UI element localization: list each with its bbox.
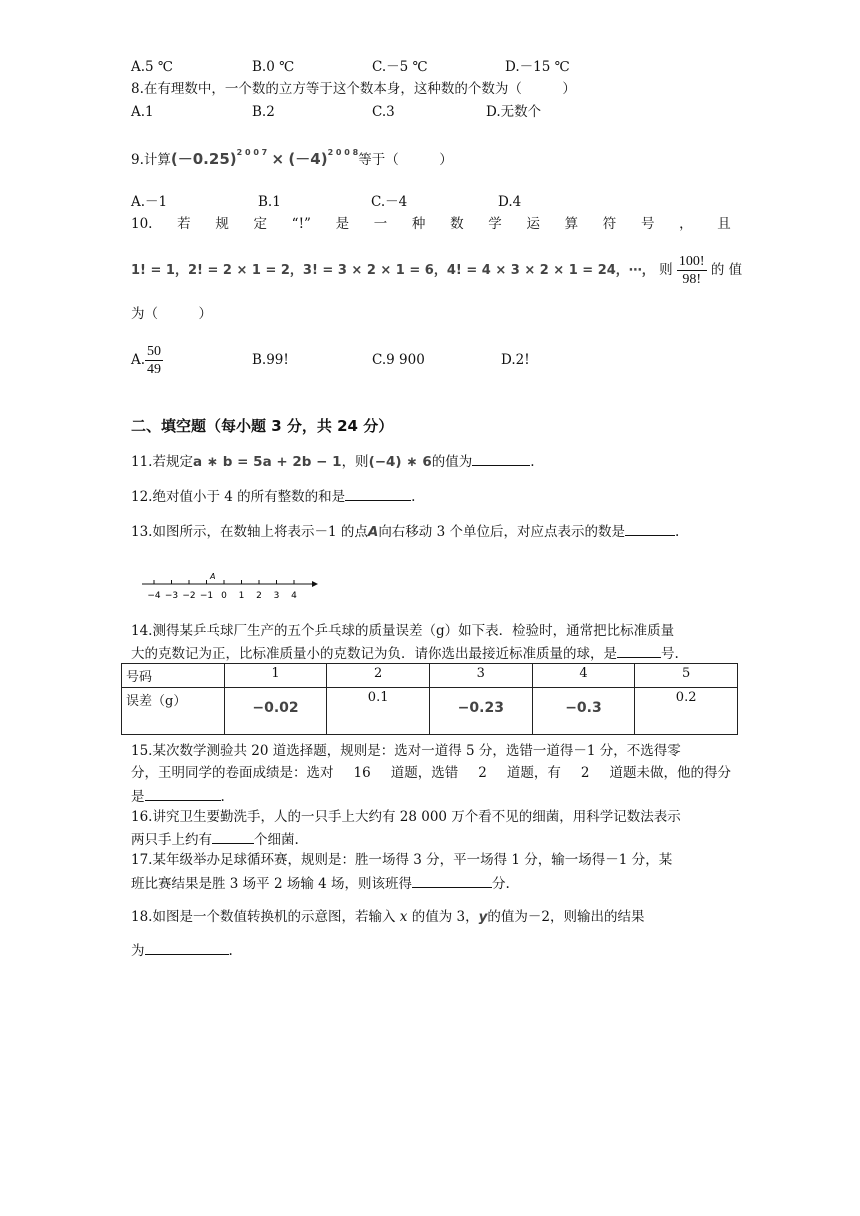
error-value: −0.3 xyxy=(565,700,602,716)
table-header-cell: 5 xyxy=(635,664,738,688)
q8-option-b: B.2 xyxy=(252,104,275,120)
q9-option-d: D.4 xyxy=(498,194,522,210)
q11-answer-blank[interactable] xyxy=(472,451,530,466)
q10-word: 学 xyxy=(488,216,502,232)
error-value: −0.02 xyxy=(252,700,299,716)
q10-option-a-fraction xyxy=(145,343,163,378)
q9-option-a: A.－1 xyxy=(131,194,168,210)
q11-formula: a ∗ b = 5a + 2b − 1 xyxy=(192,454,342,470)
q9-base1: (－0.25) xyxy=(170,150,237,168)
q13-answer-blank[interactable] xyxy=(625,521,675,536)
q12-text: 12.绝对值小于 4 的所有整数的和是 xyxy=(131,489,346,505)
q15-line3-text: 是 xyxy=(131,789,145,805)
q18-x: x xyxy=(399,909,408,925)
q17-line2 xyxy=(131,873,510,893)
q17-line2-text: 班比赛结果是胜 3 场平 2 场输 4 场，则该班得 xyxy=(131,876,413,892)
number-line-tick-label: 1 xyxy=(238,591,245,601)
q10-word: 若 xyxy=(177,216,191,232)
q9-option-c: C.－4 xyxy=(371,194,408,210)
q18-answer-blank[interactable] xyxy=(145,940,229,955)
table-cell: 0.1 xyxy=(327,688,430,735)
q7-option-c: C.－5 ℃ xyxy=(372,59,428,75)
q15-line3 xyxy=(131,786,225,806)
q11-question xyxy=(131,451,535,471)
table-cell: 0.2 xyxy=(635,688,738,735)
q11-mid: ，则 xyxy=(341,454,369,470)
table-header-cell: 4 xyxy=(532,664,635,688)
q10-tail: 的 值 xyxy=(710,262,743,278)
q15-answer-blank[interactable] xyxy=(145,786,221,801)
q10-line3: 为（ ） xyxy=(131,306,212,322)
q10-word: 算 xyxy=(564,216,579,232)
q15-word: 2 xyxy=(580,765,590,781)
q9-exp2: 2 0 0 8 xyxy=(327,148,359,157)
q18-end: . xyxy=(228,943,233,959)
q9-suffix: 等于（ ） xyxy=(358,152,453,168)
number-line-point-label: A xyxy=(210,572,216,581)
q13-point: A xyxy=(367,524,379,540)
q13-end: . xyxy=(674,524,680,540)
q18-y: y xyxy=(478,909,488,925)
q15-word: 16 xyxy=(353,765,371,781)
table-header-cell: 1 xyxy=(224,664,327,688)
q11-suffix: 的值为 xyxy=(431,454,473,470)
q15-word: 道题未做，他的得分 xyxy=(609,765,731,781)
q10-formula: 1! = 1，2! = 2 × 1 = 2，3! = 3 × 2 × 1 = 6，4! = 4 × 3 × 2 × 1 = 24，⋯， xyxy=(131,263,655,278)
q8-option-d: D.无数个 xyxy=(486,104,542,120)
section-title: 二、填空题（每小题 3 分，共 24 分） xyxy=(131,417,394,435)
q9-question xyxy=(131,150,453,171)
q15-line2 xyxy=(131,764,731,782)
q16-line2-end: 个细菌. xyxy=(254,832,299,848)
q14-line1: 14.测得某乒乓球厂生产的五个乒乓球的质量误差（g）如下表．检验时，通常把比标准质量 xyxy=(131,623,675,639)
q18-line2 xyxy=(131,940,233,960)
table-cell xyxy=(532,688,635,735)
q16-line2 xyxy=(131,829,299,849)
q10-word: 是 xyxy=(335,216,350,232)
number-line-tick-label: −2 xyxy=(182,591,196,601)
q18-line1 xyxy=(131,908,645,926)
q17-answer-blank[interactable] xyxy=(412,873,492,888)
q7-option-d: D.－15 ℃ xyxy=(505,59,570,75)
q18-mid1: 的值为 3， xyxy=(411,909,479,925)
number-line-tick-label: −3 xyxy=(164,591,179,601)
q9-exp1: 2 0 0 7 xyxy=(236,148,268,157)
q17-line1: 17.某年级举办足球循环赛，规则是：胜一场得 3 分，平一场得 1 分，输一场得－1 分，某 xyxy=(131,852,673,868)
q8-option-c: C.3 xyxy=(372,104,395,120)
q10-option-b: B.99! xyxy=(252,352,289,368)
q14-line2-end: 号. xyxy=(661,646,679,662)
q18-prefix: 18.如图是一个数值转换机的示意图，若输入 xyxy=(131,909,396,925)
q10-option-a-den: 49 xyxy=(147,362,162,377)
q10-word: 数 xyxy=(450,216,464,232)
number-line-figure xyxy=(140,568,320,602)
q17-line2-end: 分. xyxy=(492,876,510,892)
number-line-tick-label: 3 xyxy=(273,591,280,601)
table-header-cell: 3 xyxy=(429,664,532,688)
q12-end: . xyxy=(411,489,416,505)
q10-option-a xyxy=(131,340,163,380)
q14-line2-text: 大的克数记为正，比标准质量小的克数记为负．请你选出最接近标准质量的球，是 xyxy=(131,646,617,662)
q9-base2: (－4) xyxy=(288,150,328,168)
q15-word: 道题，选错 xyxy=(390,765,459,781)
q16-line2-text: 两只手上约有 xyxy=(131,832,212,848)
table-cell: 误差（g） xyxy=(122,688,225,735)
number-line-tick-label: −1 xyxy=(199,591,214,601)
q15-word: 2 xyxy=(478,765,487,781)
q10-frac-denominator: 98! xyxy=(682,272,702,287)
q13-suffix: 向右移动 3 个单位后，对应点表示的数是 xyxy=(378,524,625,540)
q18-mid2: 的值为－2，则输出的结果 xyxy=(487,909,645,925)
table-header-cell: 号码 xyxy=(122,664,225,688)
q10-option-c: C.9 900 xyxy=(372,352,425,368)
q11-prefix: 11.若规定 xyxy=(131,454,193,470)
q16-line1: 16.讲究卫生要勤洗手，人的一只手上大约有 28 000 万个看不见的细菌，用科学记数法表示 xyxy=(131,809,681,825)
q10-line1 xyxy=(131,215,731,233)
q10-word: “!” xyxy=(291,216,311,232)
number-line-tick-label: 2 xyxy=(256,591,262,601)
table-cell xyxy=(429,688,532,735)
table-row xyxy=(122,664,738,688)
q8-question: 8.在有理数中，一个数的立方等于这个数本身，这种数的个数为（ ） xyxy=(131,81,576,97)
q10-fraction xyxy=(677,253,707,288)
number-line-arrow xyxy=(312,581,318,587)
q15-word: 分，王明同学的卷面成绩是：选对 xyxy=(131,765,334,781)
number-line-tick-label: 4 xyxy=(291,591,297,601)
q9-prefix: 9.计算 xyxy=(131,152,171,168)
q10-word: 符 xyxy=(602,216,617,232)
table-header-cell: 2 xyxy=(327,664,430,688)
q16-answer-blank[interactable] xyxy=(212,829,254,844)
q14-line2 xyxy=(131,643,679,663)
q9-times: × xyxy=(271,150,285,168)
q9-option-b: B.1 xyxy=(258,194,281,210)
q10-option-d: D.2! xyxy=(501,352,530,368)
q11-end: . xyxy=(530,454,535,470)
q15-end: . xyxy=(220,789,225,805)
q10-word: 且 xyxy=(717,216,731,232)
q8-option-a: A.1 xyxy=(131,104,154,120)
table-cell xyxy=(224,688,327,735)
number-line-tick-label: 0 xyxy=(221,591,227,601)
q15-word: 道题，有 xyxy=(506,765,561,781)
q10-frac-numerator: 100! xyxy=(678,254,705,269)
q10-word: ， xyxy=(679,216,693,232)
number-line-tick-label: −4 xyxy=(147,591,161,601)
q10-then: 则 xyxy=(659,262,673,278)
q7-option-a: A.5 ℃ xyxy=(131,59,174,75)
q7-option-b: B.0 ℃ xyxy=(252,59,295,75)
q12-question xyxy=(131,486,415,506)
q11-expr: (−4) ∗ 6 xyxy=(368,454,432,470)
table-row xyxy=(122,688,738,735)
q10-word: 运 xyxy=(526,216,540,232)
q10-word: 一 xyxy=(373,216,388,232)
q10-word: 定 xyxy=(253,216,267,232)
error-table xyxy=(121,663,738,735)
error-value: −0.23 xyxy=(457,700,504,716)
q10-word: 种 xyxy=(411,216,426,232)
q12-answer-blank[interactable] xyxy=(345,486,411,501)
q10-line2 xyxy=(131,250,742,291)
q10-word: 规 xyxy=(215,216,229,232)
q13-question xyxy=(131,521,679,541)
q18-line2-text: 为 xyxy=(131,943,145,959)
q14-answer-blank[interactable] xyxy=(617,643,661,658)
q15-line1: 15.某次数学测验共 20 道选择题，规则是：选对一道得 5 分，选错一道得－1 分，不选得零 xyxy=(131,743,681,759)
q10-option-a-num: 50 xyxy=(147,344,162,359)
q10-word: 号 xyxy=(640,216,655,232)
q13-prefix: 13.如图所示，在数轴上将表示－1 的点 xyxy=(131,524,368,540)
q10-word: 10. xyxy=(131,216,153,232)
q10-option-a-prefix: A. xyxy=(131,352,146,368)
